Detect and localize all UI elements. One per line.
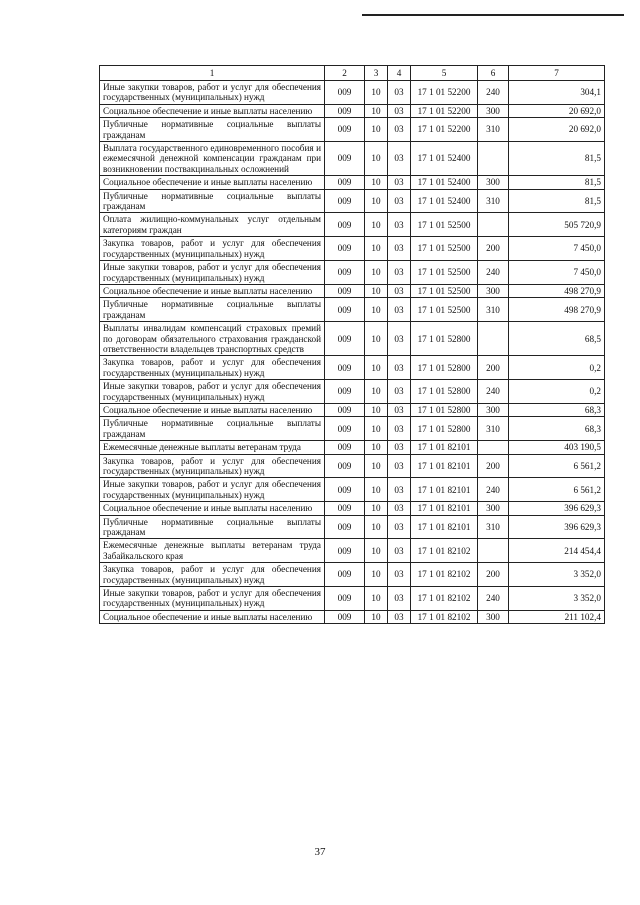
table-row (100, 539, 605, 563)
subsection-cell: 03 (388, 515, 411, 539)
subsection-cell: 03 (388, 563, 411, 587)
ministry-code-cell: 009 (325, 176, 365, 189)
target-article-cell: 17 1 01 82102 (411, 563, 478, 587)
expense-type-cell (478, 213, 509, 237)
subsection-cell: 03 (388, 298, 411, 322)
row-name-cell: Публичные нормативные социальные выплаты гражданам (100, 189, 325, 213)
ministry-code-cell: 009 (325, 237, 365, 261)
section-cell: 10 (365, 142, 388, 176)
expense-type-cell: 240 (478, 587, 509, 611)
section-cell: 10 (365, 322, 388, 356)
ministry-code-cell: 009 (325, 380, 365, 404)
row-name-cell: Закупка товаров, работ и услуг для обеспечения государственных (муниципальных) нужд (100, 237, 325, 261)
target-article-cell: 17 1 01 52400 (411, 176, 478, 189)
amount-cell: 20 692,0 (509, 104, 605, 117)
subsection-cell: 03 (388, 189, 411, 213)
amount-cell: 20 692,0 (509, 118, 605, 142)
target-article-cell: 17 1 01 52800 (411, 417, 478, 441)
target-article-cell: 17 1 01 82101 (411, 441, 478, 454)
section-cell: 10 (365, 104, 388, 117)
row-name-cell: Иные закупки товаров, работ и услуг для обеспечения государственных (муниципальных) нужд (100, 587, 325, 611)
table-row (100, 417, 605, 441)
target-article-cell: 17 1 01 52500 (411, 237, 478, 261)
table-row (100, 563, 605, 587)
expense-type-cell: 300 (478, 284, 509, 297)
expense-type-cell: 310 (478, 515, 509, 539)
amount-cell: 81,5 (509, 176, 605, 189)
subsection-cell: 03 (388, 284, 411, 297)
subsection-cell: 03 (388, 502, 411, 515)
target-article-cell: 17 1 01 52500 (411, 213, 478, 237)
row-name-cell: Закупка товаров, работ и услуг для обеспечения государственных (муниципальных) нужд (100, 454, 325, 478)
header-cell: 1 (100, 66, 325, 81)
section-cell: 10 (365, 403, 388, 416)
subsection-cell: 03 (388, 81, 411, 105)
expense-type-cell (478, 322, 509, 356)
amount-cell: 396 629,3 (509, 502, 605, 515)
amount-cell: 81,5 (509, 142, 605, 176)
subsection-cell: 03 (388, 380, 411, 404)
header-cell: 3 (365, 66, 388, 81)
amount-cell: 68,5 (509, 322, 605, 356)
section-cell: 10 (365, 380, 388, 404)
table-row (100, 322, 605, 356)
section-cell: 10 (365, 118, 388, 142)
section-cell: 10 (365, 213, 388, 237)
subsection-cell: 03 (388, 356, 411, 380)
amount-cell: 7 450,0 (509, 237, 605, 261)
row-name-cell: Выплаты инвалидам компенсаций страховых премий по договорам обязательного страхования гражданской ответственности владельцев транспортных средств (100, 322, 325, 356)
row-name-cell: Социальное обеспечение и иные выплаты населению (100, 502, 325, 515)
amount-cell: 6 561,2 (509, 454, 605, 478)
table-row (100, 213, 605, 237)
target-article-cell: 17 1 01 52400 (411, 142, 478, 176)
ministry-code-cell: 009 (325, 142, 365, 176)
section-cell: 10 (365, 610, 388, 623)
row-name-cell: Ежемесячные денежные выплаты ветеранам труда Забайкальского края (100, 539, 325, 563)
expense-type-cell: 200 (478, 563, 509, 587)
section-cell: 10 (365, 417, 388, 441)
subsection-cell: 03 (388, 610, 411, 623)
table-row (100, 502, 605, 515)
ministry-code-cell: 009 (325, 118, 365, 142)
target-article-cell: 17 1 01 82102 (411, 587, 478, 611)
amount-cell: 68,3 (509, 403, 605, 416)
target-article-cell: 17 1 01 82101 (411, 515, 478, 539)
target-article-cell: 17 1 01 52500 (411, 261, 478, 285)
row-name-cell: Публичные нормативные социальные выплаты гражданам (100, 515, 325, 539)
subsection-cell: 03 (388, 587, 411, 611)
table-row (100, 478, 605, 502)
ministry-code-cell: 009 (325, 539, 365, 563)
section-cell: 10 (365, 515, 388, 539)
section-cell: 10 (365, 441, 388, 454)
section-cell: 10 (365, 237, 388, 261)
subsection-cell: 03 (388, 261, 411, 285)
ministry-code-cell: 009 (325, 322, 365, 356)
section-cell: 10 (365, 478, 388, 502)
row-name-cell: Социальное обеспечение и иные выплаты населению (100, 403, 325, 416)
table-row (100, 380, 605, 404)
ministry-code-cell: 009 (325, 213, 365, 237)
ministry-code-cell: 009 (325, 298, 365, 322)
target-article-cell: 17 1 01 82101 (411, 454, 478, 478)
subsection-cell: 03 (388, 237, 411, 261)
header-cell: 5 (411, 66, 478, 81)
target-article-cell: 17 1 01 82101 (411, 478, 478, 502)
row-name-cell: Социальное обеспечение и иные выплаты населению (100, 104, 325, 117)
table-row (100, 176, 605, 189)
amount-cell: 3 352,0 (509, 563, 605, 587)
ministry-code-cell: 009 (325, 478, 365, 502)
expense-type-cell: 310 (478, 417, 509, 441)
ministry-code-cell: 009 (325, 502, 365, 515)
target-article-cell: 17 1 01 52200 (411, 81, 478, 105)
subsection-cell: 03 (388, 454, 411, 478)
table-row (100, 142, 605, 176)
amount-cell: 211 102,4 (509, 610, 605, 623)
expense-type-cell (478, 441, 509, 454)
table-row (100, 587, 605, 611)
table-row (100, 284, 605, 297)
subsection-cell: 03 (388, 176, 411, 189)
expense-type-cell: 240 (478, 380, 509, 404)
amount-cell: 3 352,0 (509, 587, 605, 611)
target-article-cell: 17 1 01 82101 (411, 502, 478, 515)
expense-type-cell (478, 539, 509, 563)
amount-cell: 498 270,9 (509, 298, 605, 322)
target-article-cell: 17 1 01 52500 (411, 298, 478, 322)
row-name-cell: Иные закупки товаров, работ и услуг для обеспечения государственных (муниципальных) нужд (100, 380, 325, 404)
table-row (100, 454, 605, 478)
table-row (100, 515, 605, 539)
amount-cell: 0,2 (509, 380, 605, 404)
section-cell: 10 (365, 284, 388, 297)
section-cell: 10 (365, 298, 388, 322)
ministry-code-cell: 009 (325, 403, 365, 416)
target-article-cell: 17 1 01 52400 (411, 189, 478, 213)
subsection-cell: 03 (388, 441, 411, 454)
ministry-code-cell: 009 (325, 81, 365, 105)
table-row (100, 118, 605, 142)
budget-table (99, 65, 605, 624)
expense-type-cell: 300 (478, 403, 509, 416)
ministry-code-cell: 009 (325, 563, 365, 587)
header-cell: 4 (388, 66, 411, 81)
row-name-cell: Иные закупки товаров, работ и услуг для обеспечения государственных (муниципальных) нужд (100, 478, 325, 502)
ministry-code-cell: 009 (325, 587, 365, 611)
subsection-cell: 03 (388, 118, 411, 142)
section-cell: 10 (365, 356, 388, 380)
target-article-cell: 17 1 01 52800 (411, 322, 478, 356)
row-name-cell: Иные закупки товаров, работ и услуг для обеспечения государственных (муниципальных) нужд (100, 81, 325, 105)
expense-type-cell: 310 (478, 298, 509, 322)
section-cell: 10 (365, 176, 388, 189)
ministry-code-cell: 009 (325, 515, 365, 539)
expense-type-cell: 200 (478, 356, 509, 380)
header-cell: 6 (478, 66, 509, 81)
amount-cell: 214 454,4 (509, 539, 605, 563)
header-cell: 7 (509, 66, 605, 81)
target-article-cell: 17 1 01 52800 (411, 403, 478, 416)
amount-cell: 81,5 (509, 189, 605, 213)
amount-cell: 7 450,0 (509, 261, 605, 285)
expense-type-cell: 310 (478, 118, 509, 142)
expense-type-cell: 200 (478, 454, 509, 478)
ministry-code-cell: 009 (325, 356, 365, 380)
row-name-cell: Выплата государственного единовременного пособия и ежемесячной денежной компенсации гражданам при возникновении поствакцинальных осложнений (100, 142, 325, 176)
table-row (100, 610, 605, 623)
row-name-cell: Социальное обеспечение и иные выплаты населению (100, 176, 325, 189)
expense-type-cell: 240 (478, 261, 509, 285)
ministry-code-cell: 009 (325, 261, 365, 285)
amount-cell: 68,3 (509, 417, 605, 441)
subsection-cell: 03 (388, 104, 411, 117)
amount-cell: 498 270,9 (509, 284, 605, 297)
ministry-code-cell: 009 (325, 441, 365, 454)
expense-type-cell: 300 (478, 610, 509, 623)
subsection-cell: 03 (388, 322, 411, 356)
row-name-cell: Закупка товаров, работ и услуг для обеспечения государственных (муниципальных) нужд (100, 563, 325, 587)
amount-cell: 396 629,3 (509, 515, 605, 539)
subsection-cell: 03 (388, 403, 411, 416)
row-name-cell: Иные закупки товаров, работ и услуг для обеспечения государственных (муниципальных) нужд (100, 261, 325, 285)
amount-cell: 403 190,5 (509, 441, 605, 454)
amount-cell: 6 561,2 (509, 478, 605, 502)
ministry-code-cell: 009 (325, 454, 365, 478)
table-row (100, 237, 605, 261)
section-cell: 10 (365, 261, 388, 285)
expense-type-cell (478, 142, 509, 176)
header-rule (362, 14, 624, 16)
table-row (100, 441, 605, 454)
section-cell: 10 (365, 81, 388, 105)
section-cell: 10 (365, 454, 388, 478)
row-name-cell: Социальное обеспечение и иные выплаты населению (100, 610, 325, 623)
subsection-cell: 03 (388, 213, 411, 237)
target-article-cell: 17 1 01 82102 (411, 610, 478, 623)
target-article-cell: 17 1 01 52200 (411, 118, 478, 142)
row-name-cell: Социальное обеспечение и иные выплаты населению (100, 284, 325, 297)
table-row (100, 298, 605, 322)
expense-type-cell: 240 (478, 81, 509, 105)
amount-cell: 505 720,9 (509, 213, 605, 237)
subsection-cell: 03 (388, 142, 411, 176)
target-article-cell: 17 1 01 52500 (411, 284, 478, 297)
expense-type-cell: 200 (478, 237, 509, 261)
row-name-cell: Публичные нормативные социальные выплаты гражданам (100, 118, 325, 142)
row-name-cell: Ежемесячные денежные выплаты ветеранам труда (100, 441, 325, 454)
expense-type-cell: 300 (478, 502, 509, 515)
page-number: 37 (314, 846, 326, 858)
subsection-cell: 03 (388, 417, 411, 441)
expense-type-cell: 300 (478, 176, 509, 189)
subsection-cell: 03 (388, 478, 411, 502)
target-article-cell: 17 1 01 52800 (411, 380, 478, 404)
target-article-cell: 17 1 01 52800 (411, 356, 478, 380)
table-row (100, 356, 605, 380)
target-article-cell: 17 1 01 82102 (411, 539, 478, 563)
section-cell: 10 (365, 539, 388, 563)
ministry-code-cell: 009 (325, 610, 365, 623)
amount-cell: 304,1 (509, 81, 605, 105)
table-row (100, 189, 605, 213)
ministry-code-cell: 009 (325, 189, 365, 213)
row-name-cell: Публичные нормативные социальные выплаты гражданам (100, 298, 325, 322)
section-cell: 10 (365, 502, 388, 515)
target-article-cell: 17 1 01 52200 (411, 104, 478, 117)
ministry-code-cell: 009 (325, 104, 365, 117)
section-cell: 10 (365, 189, 388, 213)
row-name-cell: Оплата жилищно-коммунальных услуг отдельным категориям граждан (100, 213, 325, 237)
subsection-cell: 03 (388, 539, 411, 563)
table-row (100, 104, 605, 117)
expense-type-cell: 300 (478, 104, 509, 117)
expense-type-cell: 310 (478, 189, 509, 213)
table-row (100, 403, 605, 416)
ministry-code-cell: 009 (325, 417, 365, 441)
section-cell: 10 (365, 587, 388, 611)
expense-type-cell: 240 (478, 478, 509, 502)
ministry-code-cell: 009 (325, 284, 365, 297)
table-row (100, 81, 605, 105)
amount-cell: 0,2 (509, 356, 605, 380)
row-name-cell: Публичные нормативные социальные выплаты гражданам (100, 417, 325, 441)
header-cell: 2 (325, 66, 365, 81)
row-name-cell: Закупка товаров, работ и услуг для обеспечения государственных (муниципальных) нужд (100, 356, 325, 380)
section-cell: 10 (365, 563, 388, 587)
table-row (100, 261, 605, 285)
table-header-row (100, 66, 605, 81)
